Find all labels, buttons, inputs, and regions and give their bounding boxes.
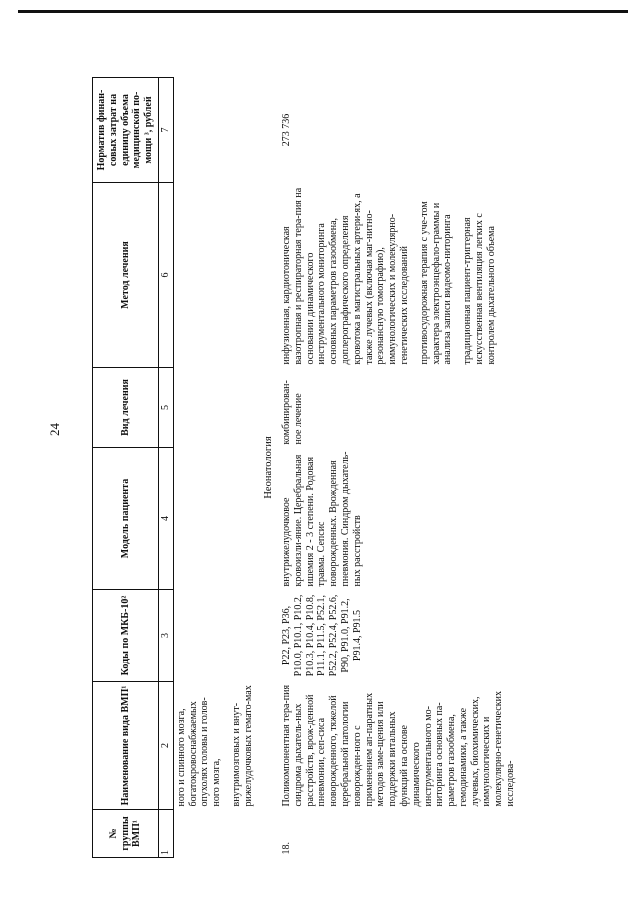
method-text-1: инфузионная, кардиотоническая вазотропная и респираторная тера-пия на основании динамического инструментального мониторинга основных параметров газообмена, доплерографического определения кровотока в магистральных артери-ях, а также лучевых (включая маг-нитно-резонансную томографию), иммунологических и молекулярно-генетических исследований bbox=[280, 187, 410, 365]
column-number: 7 bbox=[158, 78, 173, 183]
treatment-type-cell: комбинирован-ное лечение bbox=[280, 380, 304, 445]
column-number: 6 bbox=[158, 183, 173, 368]
column-number: 2 bbox=[158, 682, 173, 810]
column-number: 4 bbox=[158, 448, 173, 590]
top-rule bbox=[18, 10, 628, 13]
method-text-2: противосудорожная терапия с уче-том характера электроэнцефало-граммы и анализа записи видеомо-ниторинга bbox=[418, 201, 454, 365]
method-text-3: традиционная пациент-триггерная искусственная вентиляция легких с контролем дыхательного объема bbox=[462, 213, 497, 365]
column-number: 1 bbox=[158, 810, 173, 858]
treatment-method-cell bbox=[279, 183, 519, 368]
header-vmp-name: Наименование вида ВМП¹ bbox=[93, 682, 159, 810]
continued-text-b: внутримозговых и внут-рижелудочковых гемато-мах bbox=[230, 685, 254, 807]
patient-model-cell: внутрижелудочковое кровоизли-яние. Церебральная ишемия 2 - 3 степени. Родовая травма. Сепсис новорожденных. Врожденная пневмония. Синдром дыхатель-ных расстройств bbox=[280, 451, 363, 587]
column-number: 3 bbox=[158, 590, 173, 682]
vmp-name-cell: Поликомпонентная тера-пия синдрома дыхатель-ных расстройств, врож-денной пневмонии, сеп-сиса новорожденного, тяжелой церебральной патологии новорожден-ного с применением ап-паратных методов заме-щения или поддержки витальных функций на основе динамического инструментального мо-ниторинга основных па-раметров газообмена, гемодинамики, а также лучевых, биохимических, иммунологических и молекулярно-генетических исследова- bbox=[280, 684, 517, 807]
header-group-number: № группы ВМП¹ bbox=[93, 810, 159, 858]
section-row bbox=[257, 78, 279, 858]
header-patient-model: Модель пациента bbox=[93, 448, 159, 590]
continued-vmp-text bbox=[173, 682, 256, 810]
header-icd-codes: Коды по МКБ-10² bbox=[93, 590, 159, 682]
header-treatment-method: Метод лечения bbox=[93, 183, 159, 368]
continued-row bbox=[173, 78, 256, 858]
header-treatment-type: Вид лечения bbox=[93, 368, 159, 448]
icd-codes-cell: P22, P23, P36, P10.0, P10.1, P10.2, P10.3, P10.4, P10.8, P11.1, P11.5, P52.1, P52.2, P52.4, P52.6, P90, P91.0, P91.2, P91.4, P91.5 bbox=[280, 594, 363, 677]
column-number: 5 bbox=[158, 368, 173, 448]
header-cost-norm: Норматив финан-совых затрат на единицу объема медицинской по-мощи ³, рублей bbox=[93, 78, 159, 183]
cost-norm-cell: 273 736 bbox=[280, 113, 292, 147]
header-row bbox=[93, 78, 159, 858]
column-number-row bbox=[158, 78, 173, 858]
table-row bbox=[279, 78, 519, 858]
vmp-table bbox=[92, 77, 519, 858]
rotated-table-sheet bbox=[92, 78, 626, 858]
section-title: Неонатология bbox=[262, 436, 274, 499]
row-number: 18. bbox=[280, 842, 292, 855]
page-number: 24 bbox=[47, 423, 62, 436]
continued-text-a: ного и спинного мозга, богатокровоснабжаемых опухолях головы и голов-ного мозга, bbox=[175, 697, 223, 807]
